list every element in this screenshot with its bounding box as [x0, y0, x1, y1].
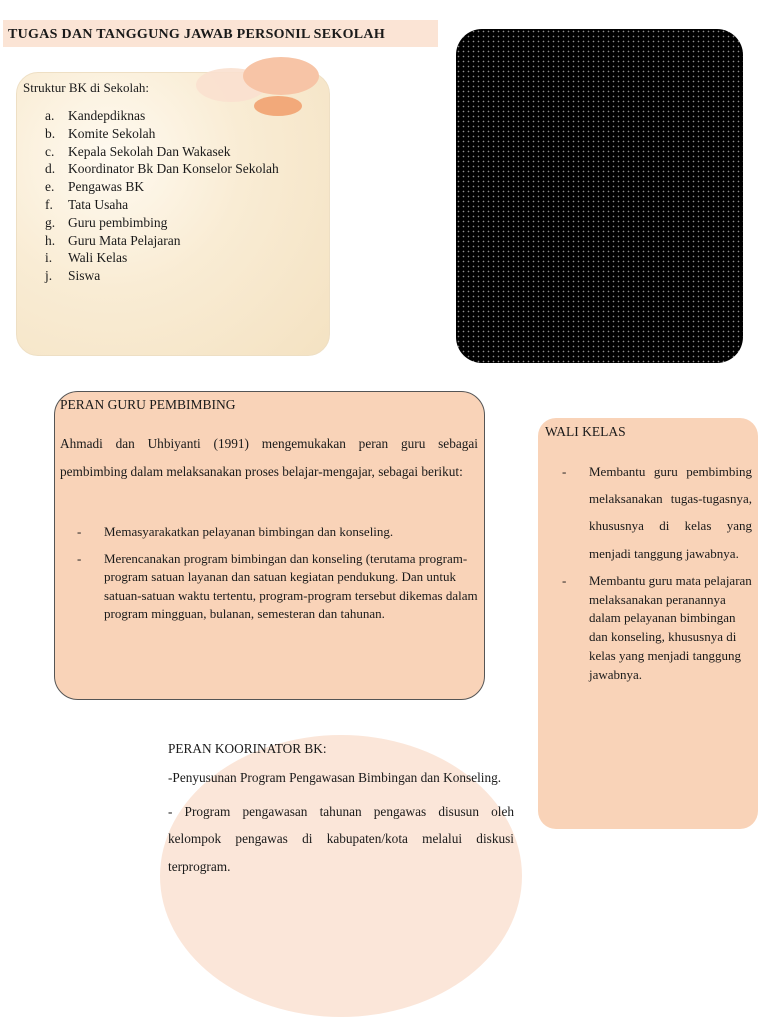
- list-item-text: Memasyarakatkan pelayanan bimbingan dan konseling.: [104, 524, 394, 539]
- list-item-text: Koordinator Bk Dan Konselor Sekolah: [68, 161, 279, 177]
- wali-kelas-list: [562, 458, 752, 685]
- list-item: [25, 232, 279, 250]
- list-item: [25, 125, 279, 143]
- list-item: [25, 107, 279, 125]
- list-item: [77, 523, 481, 542]
- list-item: [562, 458, 752, 567]
- list-item-text: Tata Usaha: [68, 196, 129, 212]
- list-item-text: Guru Mata Pelajaran: [68, 232, 181, 248]
- list-item-text: Guru pembimbing: [68, 214, 168, 230]
- list-item: [25, 214, 279, 232]
- list-item: [25, 249, 279, 267]
- peran-guru-card: [54, 391, 485, 700]
- list-marker: c.: [45, 143, 55, 159]
- list-item: [25, 267, 279, 285]
- koordinator-paragraph: - Program pengawasan tahunan pengawas disusun oleh kelompok pengawas di kabupaten/kota melalui diskusi terprogram.: [168, 803, 514, 874]
- wali-kelas-card: [538, 418, 758, 829]
- list-item-text: Pengawas BK: [68, 179, 145, 195]
- list-marker: j.: [45, 268, 53, 284]
- struktur-list: [25, 107, 279, 285]
- list-item-text: Membantu guru mata pelajaran melaksanakan peranannya dalam pelayanan bimbingan dan konseling, khususnya di kelas yang menjadi tanggung jawabnya.: [589, 572, 752, 682]
- koordinator-section: [168, 740, 514, 886]
- list-dash: -: [77, 524, 82, 539]
- list-marker: d.: [45, 161, 56, 177]
- list-dash: -: [562, 572, 567, 588]
- koordinator-paragraph: -Penyusunan Program Pengawasan Bimbingan dan Konseling.: [168, 770, 502, 785]
- peran-guru-paragraph: Ahmadi dan Uhbiyanti (1991) mengemukakan peran guru sebagai pembimbing dalam melaksanakan proses belajar-mengajar, sebagai berikut:: [60, 436, 478, 479]
- list-item-text: Kandepdiknas: [68, 108, 146, 123]
- list-dash: -: [77, 550, 82, 566]
- struktur-heading: Struktur BK di Sekolah:: [23, 80, 150, 95]
- wali-kelas-heading: WALI KELAS: [545, 424, 626, 439]
- decorative-ellipse: [254, 96, 302, 116]
- page-title: TUGAS DAN TANGGUNG JAWAB PERSONIL SEKOLAH: [3, 20, 438, 47]
- peran-guru-heading: PERAN GURU PEMBIMBING: [60, 397, 236, 412]
- list-marker: h.: [45, 232, 56, 248]
- list-item-text: Membantu guru pembimbing melaksanakan tugas-tugasnya, khususnya di kelas yang menjadi tanggung jawabnya.: [589, 464, 752, 561]
- koordinator-heading: PERAN KOORINATOR BK:: [168, 741, 327, 756]
- list-item-text: Kepala Sekolah Dan Wakasek: [68, 143, 231, 159]
- list-dash: -: [562, 464, 567, 479]
- list-marker: b.: [45, 125, 56, 141]
- list-marker: e.: [45, 179, 55, 195]
- list-marker: g.: [45, 214, 56, 230]
- list-marker: i.: [45, 250, 53, 266]
- list-item: [562, 572, 752, 685]
- decorative-ellipse: [243, 57, 319, 95]
- list-item-text: Wali Kelas: [68, 250, 128, 266]
- list-marker: f.: [45, 196, 53, 212]
- list-item-text: Komite Sekolah: [68, 125, 156, 141]
- list-item-text: Merencanakan program bimbingan dan konseling (terutama program-program satuan layanan dan satuan kegiatan pendukung. Dan untuk satuan-satuan waktu tertentu, program-program tersebut dikemas dalam program mingguan, bulanan, semesteran dan tahunan.: [104, 550, 478, 621]
- list-item: [77, 550, 481, 624]
- list-item: [25, 160, 279, 178]
- list-marker: a.: [45, 108, 55, 123]
- list-item: [25, 143, 279, 161]
- peran-guru-list: [77, 523, 481, 632]
- dotted-black-panel: [456, 29, 743, 363]
- list-item: [25, 178, 279, 196]
- list-item: [25, 196, 279, 214]
- list-item-text: Siswa: [68, 268, 101, 284]
